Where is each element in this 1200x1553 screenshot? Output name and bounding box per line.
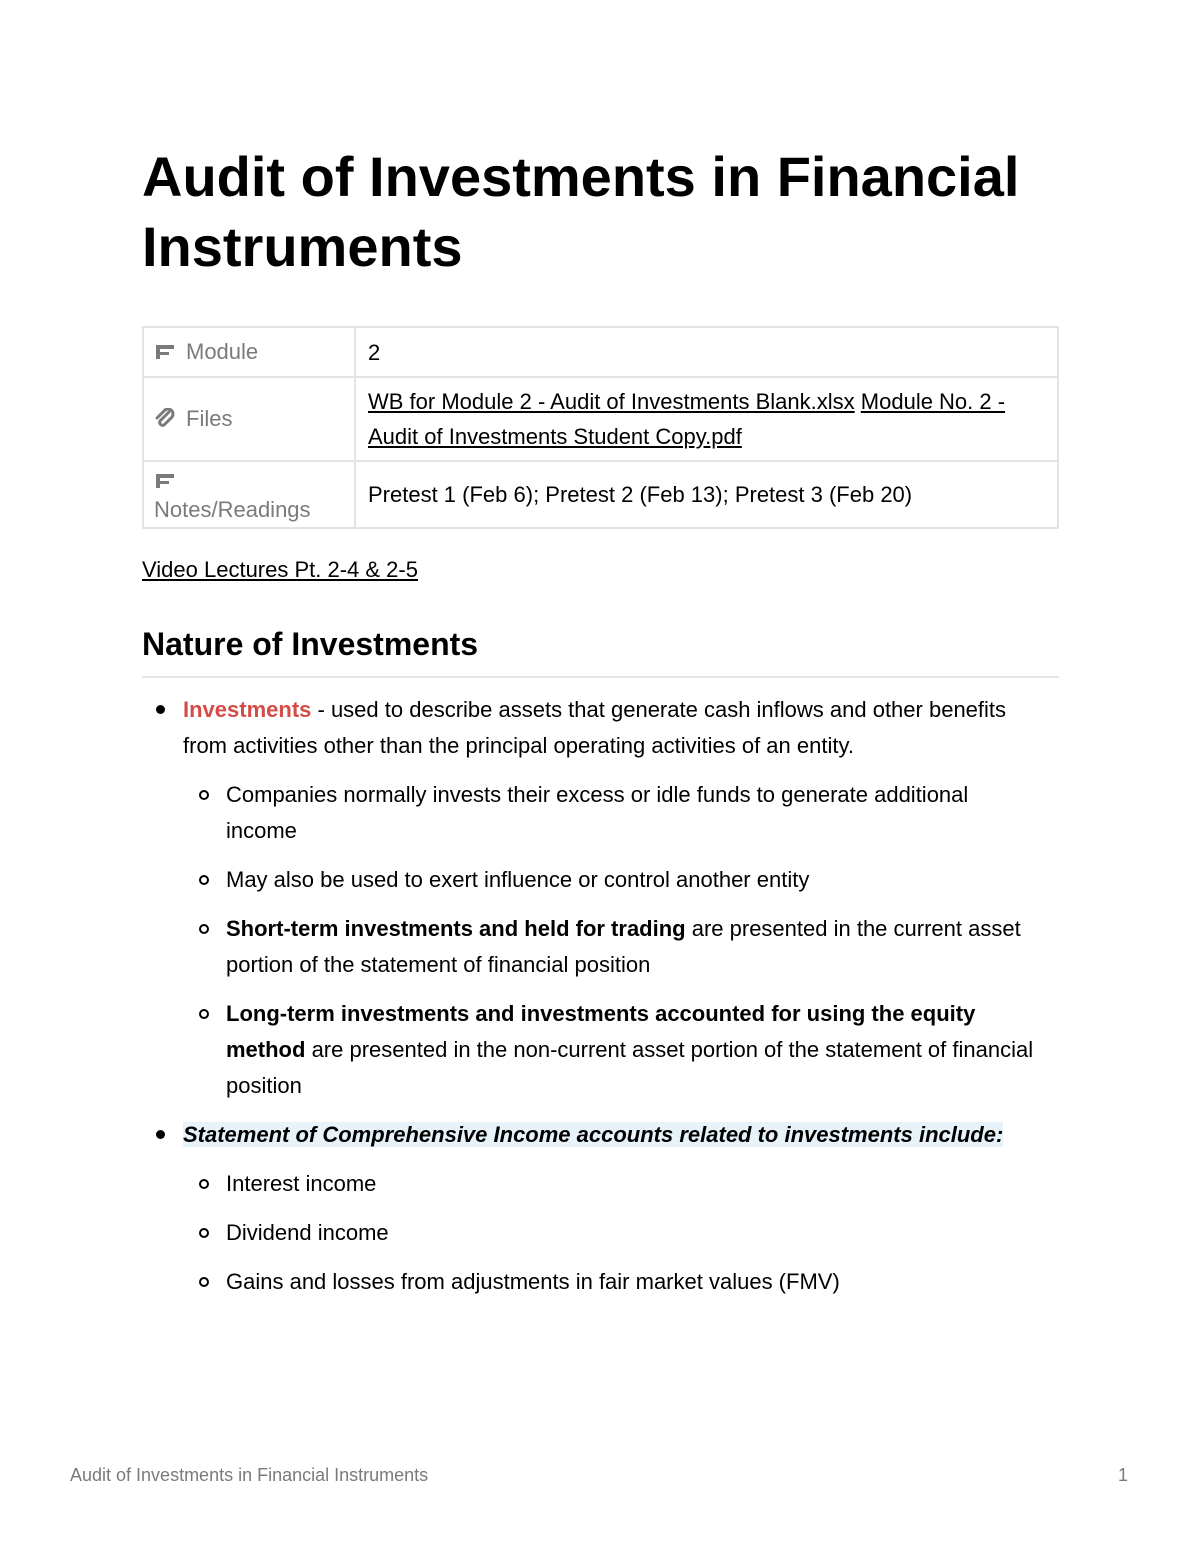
- term-highlight: Investments: [183, 697, 312, 722]
- page-title: Audit of Investments in Financial Instruments: [142, 145, 1020, 278]
- property-value: [355, 377, 1058, 461]
- list-item: [142, 1117, 1042, 1153]
- list-item-text: - used to describe assets that generate cash inflows and other benefits from activities other than the principal operating activities of an entity.: [183, 697, 1007, 758]
- properties-table: [142, 326, 1059, 529]
- sub-list-item: May also be used to exert influence or control another entity: [142, 862, 1042, 898]
- file-link-student-copy[interactable]: Module No. 2 - Audit of Investments Student Copy.pdf: [368, 389, 1006, 449]
- sub-list-item: Gains and losses from adjustments in fair market values (FMV): [142, 1264, 1042, 1300]
- sub-list-item: [142, 911, 1042, 983]
- sub-list-item: Dividend income: [142, 1215, 1042, 1251]
- property-name: [143, 377, 355, 461]
- video-lectures-link[interactable]: Video Lectures Pt. 2-4 & 2-5: [142, 557, 418, 582]
- file-link-workbook[interactable]: WB for Module 2 - Audit of Investments Blank.xlsx: [368, 389, 855, 414]
- sub-list-item: Companies normally invests their excess or idle funds to generate additional income: [142, 777, 1042, 849]
- property-label: Notes/Readings: [154, 496, 311, 522]
- property-value: 2: [355, 327, 1058, 377]
- sub-list-item: Interest income: [142, 1166, 1042, 1202]
- property-row-notes: [143, 461, 1058, 528]
- list-item-text: are presented in the non-current asset portion of the statement of financial position: [226, 1037, 1034, 1098]
- property-label: Files: [186, 406, 233, 431]
- text-property-icon: [154, 341, 176, 363]
- sub-list-item: [142, 996, 1042, 1104]
- property-name: [143, 461, 355, 528]
- property-row-files: [143, 377, 1058, 461]
- page-number: 1: [1117, 1465, 1128, 1485]
- bold-text: Long-term investments and investments accounted for using the equity method: [226, 1001, 976, 1062]
- bold-text: Short-term investments and held for trading: [226, 916, 686, 941]
- property-name: [143, 327, 355, 377]
- footer-title: Audit of Investments in Financial Instruments: [70, 1465, 429, 1485]
- list-item-text: are presented in the current asset portion of the statement of financial position: [226, 916, 1021, 977]
- highlighted-text: Statement of Comprehensive Income accounts related to investments include:: [183, 1122, 1004, 1147]
- paperclip-icon: [154, 408, 176, 430]
- section-heading: Nature of Investments: [142, 622, 1059, 678]
- property-row-module: [143, 327, 1058, 377]
- text-property-icon: [154, 470, 176, 492]
- section-content: [142, 692, 1042, 1300]
- list-item: [142, 692, 1042, 764]
- property-value: Pretest 1 (Feb 6); Pretest 2 (Feb 13); Pretest 3 (Feb 20): [355, 461, 1058, 528]
- property-label: Module: [186, 339, 259, 364]
